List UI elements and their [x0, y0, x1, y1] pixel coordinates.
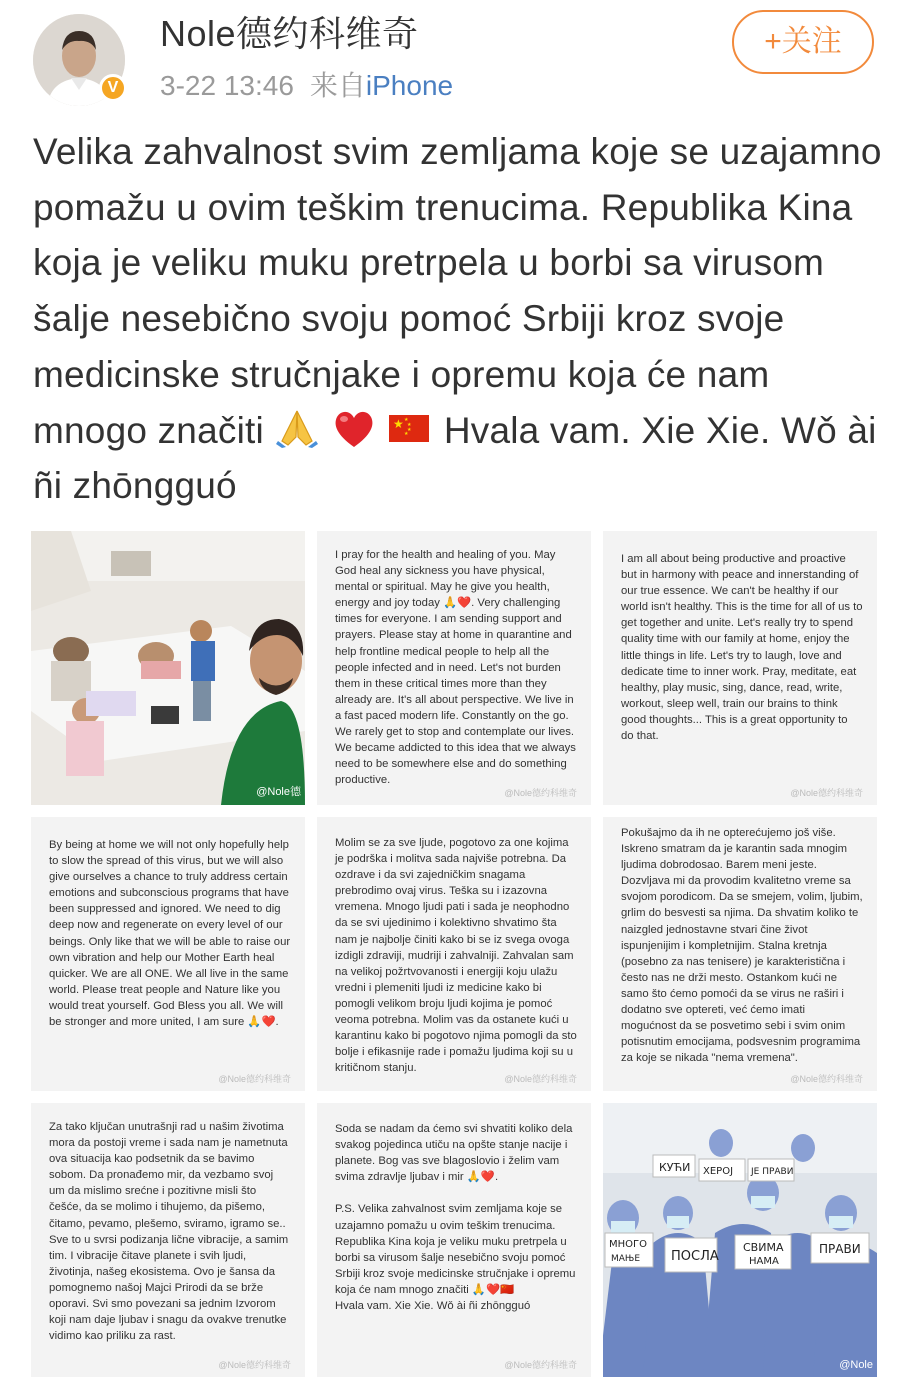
image-tile-note-6[interactable]	[31, 1103, 305, 1377]
image-tile-note-2[interactable]	[603, 531, 877, 805]
note-text: Pokušajmo da ih ne opterećujemo još više. Iskreno smatram da je karantin sada mnogim ljudima dobrodosao. Barem meni jeste. Dozvljava mi da provodim kvalitetno vreme sa svojom porodicom. Da se smejem, volim, ljubim, grlim do besvesti sa njima. Da shvatim koliko te naizgled jednostavne stvari čine život ispunjenijim i kompletnijim. Stalna kretnja (posebno za nas tenisere) je karakteristična i često nas ne drži mesto. Ostankom kući ne samo što ćemo pomoći da se virus ne raširi i dodatno sve optereti, već ćemo imati mogućnost da se posvetimo sebi i svim onim potisnutim emocijama, podsvesnim programima za koje se nikada "nema vremena".	[621, 827, 863, 1065]
sign-text: СВИМА	[743, 1241, 784, 1254]
sign-text: ПРАВИ	[819, 1242, 861, 1256]
image-watermark: @Nole	[839, 1359, 873, 1371]
note-text: I am all about being productive and proactive but in harmony with peace and innerstanding of our true essence. We can't be healthy if our world isn't healthy. This is the time for all of us to get together and unite. Let's really try to spend quality time with our family at home, enjoy the little things in life. Let's try to laugh, love and dedicate time to inner work. Pray, meditate, eat healthy, play music, sing, dance, read, write, workout, sleep well, train our brains to think good thoughts... This is a great opportunity to do that.	[621, 553, 863, 743]
image-watermark: @Nole德约科维奇	[504, 1360, 577, 1370]
sign-text: МНОГО	[609, 1239, 647, 1250]
source-prefix: 来自	[309, 70, 366, 101]
image-tile-note-5[interactable]	[603, 817, 877, 1091]
note-text: Molim se za sve ljude, pogotovo za one kojima je podrška i molitva sada najviše potrebna. Da ozdrave i da svi zajedničkim snagama prebrodimo ovaj virus. Teška su i izazovna vremena. Mnogo ljudi pati i sada je neophodno da se svi ujedinimo i kolektivno shvatimo šta nam je najbolje činiti kako bi se iz svega ovoga izdigli zdraviji, mudriji i zahvalniji. Zahvalan sam na velikoj požrtvovanosti i energiji koju ulažu vredni i plemeniti ljudi iz medicine kako bi pomogli velikom broju ljudi kojima je pomoć veoma potrebna. Molim vas da ostanete kući u karantinu kako bi pogotovo njima pomogli da sto bolje i efikasnije rade i pomažu ljudima koji su u kritičnom stanju.	[335, 837, 577, 1075]
svg-text:★: ★	[407, 426, 413, 433]
sign-text: КУЋИ	[659, 1161, 691, 1174]
sign-text: НАМА	[749, 1256, 779, 1267]
post-text-main: Velika zahvalnost svim zemljama koje se uzajamno pomažu u ovim teškim trenucima. Republika Kina koja je veliku muku pretrpela u borbi sa virusom šalje nesebično svoju pomoć Srbiji kroz svoje medicinske stručnjake i opremu koja će nam mnogo značiti	[33, 131, 882, 451]
note-text: Za tako ključan unutrašnji rad u našim životima mora da postoji vreme i sada nam je nametnuta ova situacija kao podsetnik da se bavimo sobom. Da pronađemo mir, da vezbamo svoj um da mislimo srećne i pozitivne misli što češće, da se molimo i tihujemo, da pišemo, čitamo, pevamo, plešemo, sviramo, igramo se.. Sve to u svrsi podizanja lične vibracije, a samim tim. I vibracije čitave planete i svih ljudi, životinja, našeg ekosistema. Ovo je šansa da pomognemo našoj Majci Prirodi da se brže oporavi. Svi smo povezani sa jednim Izvorom koji nam daje ljubav i snagu da ovakve trenutke vidimo kao priliku za rast.	[49, 1121, 289, 1343]
svg-text:★: ★	[407, 421, 413, 428]
note-text: By being at home we will not only hopefully help to slow the spread of this virus, but we will also give ourselves a chance to truly address certain emotions and subconscious programs that have been suppressed and ignored. We need to dig deep now and regenerate on every level of our beings. Only like that we will be able to raise our own vibration and help our Mother Earth heal quicker. We are all ONE. We all live in the same world. Please treat people and Nature like you would treat yourself. God Bless you all. We will be stronger and more united, I am sure 🙏❤️.	[49, 839, 291, 1029]
image-watermark: @Nole德约科维奇	[790, 788, 863, 798]
svg-text:★: ★	[393, 416, 405, 431]
china-flag-icon	[387, 407, 433, 449]
image-grid	[31, 531, 877, 1377]
image-tile-family-photo[interactable]	[31, 531, 305, 805]
post-time: 3-22 13:46	[160, 70, 294, 101]
svg-text:★: ★	[404, 416, 410, 423]
image-tile-note-1[interactable]	[317, 531, 591, 805]
follow-button[interactable]: +关注	[732, 10, 874, 74]
sign-text: ХЕРОЈ	[703, 1166, 734, 1177]
sign-text: МАЊЕ	[611, 1254, 641, 1264]
image-tile-note-3[interactable]	[31, 817, 305, 1091]
image-tile-note-4[interactable]	[317, 817, 591, 1091]
family-photo	[31, 531, 305, 805]
user-name[interactable]: Nole德约科维奇	[160, 13, 419, 54]
image-watermark: @Nole德约科维奇	[504, 1074, 577, 1084]
image-watermark: @Nole德	[256, 786, 301, 798]
post-source[interactable]: iPhone	[365, 70, 454, 101]
post-meta	[160, 64, 453, 104]
medical-staff-photo	[603, 1103, 877, 1377]
praying-hands-icon	[274, 407, 320, 449]
image-watermark: @Nole德约科维奇	[218, 1074, 291, 1084]
red-heart-icon	[331, 407, 377, 449]
image-watermark: @Nole德约科维奇	[790, 1074, 863, 1084]
post-body	[33, 124, 883, 514]
image-watermark: @Nole德约科维奇	[504, 788, 577, 798]
note-text: I pray for the health and healing of you. May God heal any sickness you have physical, mental or spiritual. May he give you health, energy and joy today 🙏❤️. Very challenging times for everyone. I am sending support and prayers. Please stay at home in quarantine and help frontline medical people to help all the people infected and in need. Let's not burden them in these critical times more than they already are. It's all about perspective. We live in a fast paced modern life. Constantly on the go. We rarely get to stop and contemplate our lives. We became addicted to this idea that we always need to be somewhere else and do something productive.	[335, 549, 576, 787]
post-header	[0, 0, 900, 120]
image-tile-note-7[interactable]	[317, 1103, 591, 1377]
sign-text: ПОСЛА	[671, 1249, 719, 1264]
svg-text:★: ★	[404, 430, 410, 437]
image-watermark: @Nole德约科维奇	[218, 1360, 291, 1370]
sign-text: ЈЕ ПРАВИ	[751, 1167, 794, 1177]
note-text: Soda se nadam da ćemo svi shvatiti koliko dela svakog pojedinca utiču na opšte stanje nacije i planete. Bog vas sve blagoslovio i želim vam svima zdravlje ljubav i mir 🙏❤️. P.S. Velika zahvalnost svim zemljama koje se uzajamno pomažu u ovim teškim trenucima. Republika Kina koja je veliku muku pretrpela u borbi sa virusom šalje nesebično svoju pomoć Srbiji kroz svoje medicinske stručnjake i opremu koja će nam mnogo značiti 🙏❤️🇨🇳 Hvala vam. Xie Xie. Wǒ ài ñi zhōngguó	[335, 1123, 576, 1313]
post-text-end: Hvala vam. Xie Xie. Wǒ ài ñi zhōngguó	[33, 409, 877, 507]
verified-badge-icon: V	[99, 74, 127, 102]
image-tile-medical-staff-photo[interactable]	[603, 1103, 877, 1377]
